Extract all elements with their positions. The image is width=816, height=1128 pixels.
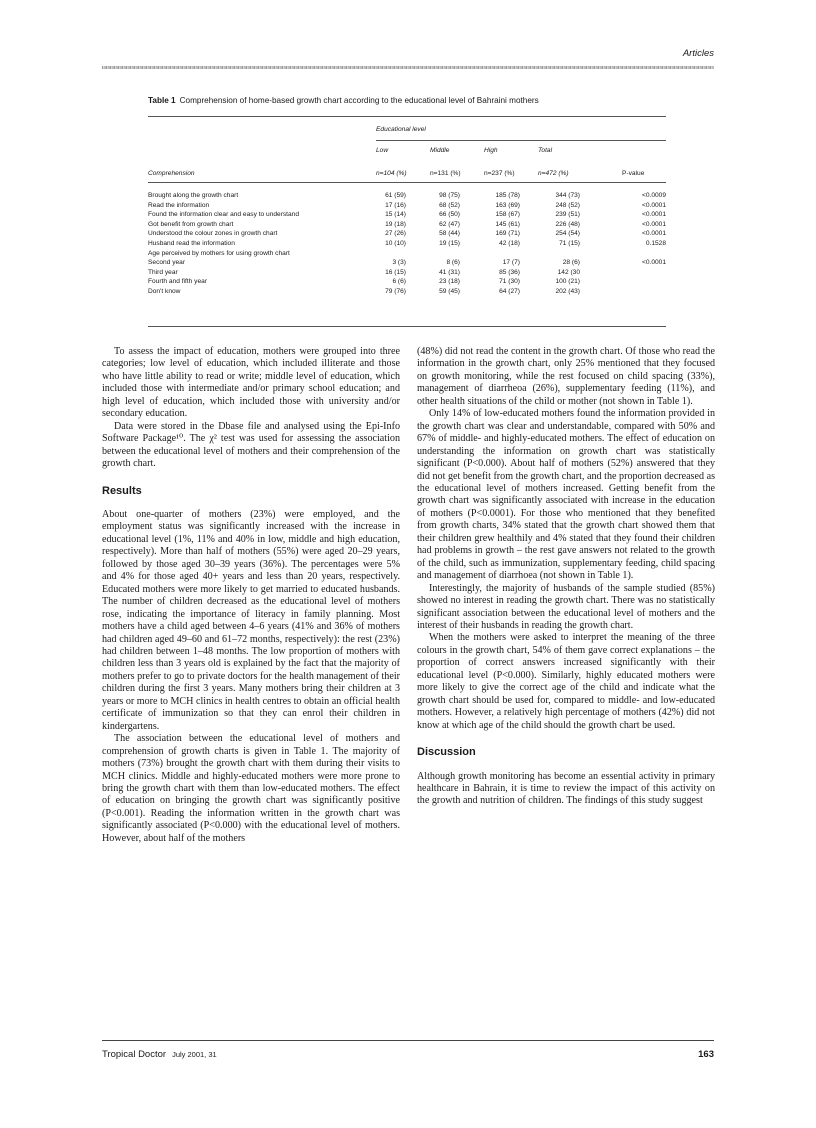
table-cell: 0.1528 [645,240,666,247]
table-cell: 185 (78) [495,192,520,199]
table-cell: 163 (69) [495,201,520,209]
table-cell: 42 (18) [499,240,520,247]
paragraph: The association between the educational level of mothers and comprehension of growth charts is given in Table 1. The majority of mothers (73%) brought the growth chart with them during their visits to MCH clinics. Middle and highly-educated mothers were more prone to bring the growth chart with them than low-educated mothers. The effect of education on bringing the growth chart was significantly positive (P<0.001). Reading the information written in the growth chart was significantly associated (P<0.000) with the educational level of mothers. However, about half of the mothers [102,733,400,844]
col-header-low: Low [376,147,389,154]
col-sub-middle: n=131 (%) [430,170,461,177]
table-cell: 17 (16) [385,201,406,209]
paragraph: To assess the impact of education, mothers were grouped into three categories; low level of education, which included illiterate and those who have little ability to read or write; middle level of education, which included those with intermediate and/or primary school education; and high level of education, which included those with university and/or secondary education. [102,346,400,420]
table-cell: 248 (52) [555,201,580,209]
table-cell: 27 (26) [385,230,406,238]
table-cell: 28 (6) [562,259,580,267]
group-header: Educational level [376,126,426,133]
table-label: Table 1 [148,96,176,105]
table-cell: 158 (67) [495,211,520,219]
col-header-total: Total [538,147,553,154]
table-cell: 71 (15) [559,240,580,247]
pvalue-header: P-value [622,170,645,177]
table-cell: 15 (14) [385,211,406,219]
table-cell: 100 (21) [555,278,580,286]
results-heading: Results [102,484,142,497]
table-top-rule [148,116,666,117]
header-bottom-rule [148,182,666,183]
table-cell: 142 (30 [557,268,580,276]
row-label: Got benefit from growth chart [148,220,234,228]
table-cell: 3 (3) [392,259,406,267]
row-label: Third year [148,268,178,276]
table-cell: 64 (27) [499,288,520,295]
table-cell: <0.0001 [641,230,666,238]
col-sub-high: n=237 (%) [484,170,515,177]
table-cell: 202 (43) [555,288,580,295]
header-rule [102,66,714,69]
row-label: Read the information [148,201,210,209]
table-cell: 19 (15) [439,240,460,247]
footer-journal [102,1049,217,1060]
right-column [417,346,715,808]
row-label: Fourth and fifth year [148,278,208,286]
row-label: Second year [148,259,186,267]
table-cell: 66 (50) [439,211,460,219]
table-caption [148,96,539,105]
table-cell: 17 (7) [502,259,520,267]
table-cell: 41 (31) [439,268,460,276]
table-cell: 98 (75) [439,192,460,199]
table-cell: 19 (18) [385,220,406,228]
page-number: 163 [698,1049,714,1060]
table-cell: 62 (47) [439,220,460,228]
table-cell: 16 (15) [385,268,406,276]
table-cell: 145 (61) [495,220,520,228]
col-sub-low: n=104 (%) [376,170,407,177]
table-cell: <0.0001 [641,211,666,219]
journal-name: Tropical Doctor [102,1049,167,1060]
row-label: Found the information clear and easy to understand [148,211,300,219]
table-cell: <0.0001 [641,220,666,228]
data-table [148,116,666,336]
table-cell: 169 (71) [495,230,520,238]
table-cell: 8 (6) [446,259,460,267]
row-label: Husband read the information [148,240,235,247]
col-header-high: High [484,147,498,154]
paragraph: When the mothers were asked to interpret the meaning of the three colours in the growth chart, 54% of them gave correct explanations – the proportion of correct answers increased significantly with their educational level (P<0.000). Similarly, highly educated mothers were more likely to give the correct age of the child and indicate what the growth chart should be used for, compared to middle- and low-educated mothers. However, a relatively high percentage of mothers (42%) did not know at which age of the child should the growth chart be used. [417,632,715,731]
table-caption-text: Comprehension of home-based growth chart according to the educational level of Bahraini mothers [179,96,539,105]
table-cell: 59 (45) [439,288,460,295]
table-bottom-rule [148,326,666,327]
paragraph: (48%) did not read the content in the growth chart. Of those who read the information in the growth chart, only 25% mentioned that they focused on growth monitoring, while the rest focused on child spacing (33%), management of diarrheoa (26%), supplementary feeding (11%), and other health situations of the child or mother (not shown in Table 1). [417,346,715,407]
footer-rule [102,1040,714,1041]
group-header-rule [376,140,666,141]
table-cell: 61 (59) [385,192,406,199]
table-cell: 239 (51) [555,211,580,219]
row-label: Age perceived by mothers for using growth chart [148,249,290,257]
row-label: Brought along the growth chart [148,192,239,199]
table-cell: 68 (52) [439,201,460,209]
table-cell: 10 (10) [385,240,406,247]
table-cell: <0.0001 [641,201,666,209]
section-label: Articles [682,48,714,59]
col-sub-total: n=472 (%) [538,170,569,177]
col-header-middle: Middle [430,147,450,154]
paragraph: Data were stored in the Dbase file and analysed using the Epi-Info Software Package¹⁰. The χ² test was used for assessing the association between the educational level of mothers and their comprehension of the growth chart. [102,420,400,470]
table-cell: 85 (36) [499,268,520,276]
left-column [102,346,400,845]
row-label: Don't know [148,288,181,295]
table-cell: 79 (76) [385,288,406,295]
paragraph: Only 14% of low-educated mothers found the information provided in the growth chart was clear and understandable, compared with 50% and 67% of middle- and highly-educated mothers. The effect of education on understanding the information on growth chart was statistically significant (P<0.000). About half of mothers (52%) answered that they did not get benefit from the growth chart, and the proportion decreased as the educational level of mothers increased. Getting benefit from the growth chart was significantly associated with increase in the education of mothers (P<0.0001). For those who mentioned that they benefited from growth charts, 34% stated that the growth chart showed them that their children grew healthily and 4% stated that they found their children had problems in growth – the rest gave answers not related to the growth of the child, such as immunization, supplementary feeding, child spacing and management of diarrhoea (not shown in Table 1). [417,408,715,582]
journal-issue: July 2001, 31 [172,1050,217,1059]
row-label: Understood the colour zones in growth chart [148,230,278,238]
paragraph: Although growth monitoring has become an essential activity in primary healthcare in Bahrain, it is time to review the impact of this activity on the growth and nutrition of children. The findings of this study suggest [417,770,715,807]
table-cell: 71 (30) [499,278,520,286]
table-cell: 254 (54) [555,230,580,238]
table-cell: 23 (18) [439,278,460,286]
table-cell: 6 (6) [392,278,406,286]
table-cell: 58 (44) [439,230,460,238]
table-cell: 226 (48) [555,220,580,228]
discussion-heading: Discussion [417,746,476,759]
table-cell: 344 (73) [555,192,580,199]
stub-header: Comprehension [148,170,195,177]
paragraph: Interestingly, the majority of husbands of the sample studied (85%) showed no interest in reading the growth chart. There was no statistically significant association between the educational level of mothers and the interest of their husbands in reading the growth chart. [417,582,715,631]
table-cell: <0.0001 [641,259,666,267]
table-cell: <0.0009 [641,192,666,199]
paragraph: About one-quarter of mothers (23%) were employed, and the employment status was significantly increased with the increase in educational level (1%, 11% and 40% in low, middle and high education, respectively). More than half of mothers (55%) were aged 20–29 years, followed by those aged 30–39 years (36%). The percentages were 5% and 4% for those aged 40+ years and less than 20 years, respectively. Educated mothers were more likely to get married to educated husbands. The number of children decreased as the educational level of mothers rose, indicating the importance of literacy in family planning. Most mothers have a child aged between 4–6 years (41% and 36% of mothers had children aged 49–60 and 61–72 months, respectively): the rest (23%) had children between 1–48 months. The low proportion of mothers with children less than 3 years old is explained by the fact that the majority of mothers prefer to go to private doctors for the health management of their children during the first 3 years. Many mothers bring their children at 3 years or more to MCH clinics in health centres to obtain an official health certificate of immunization so that they can enrol their children in kindergartens. [102,508,400,732]
